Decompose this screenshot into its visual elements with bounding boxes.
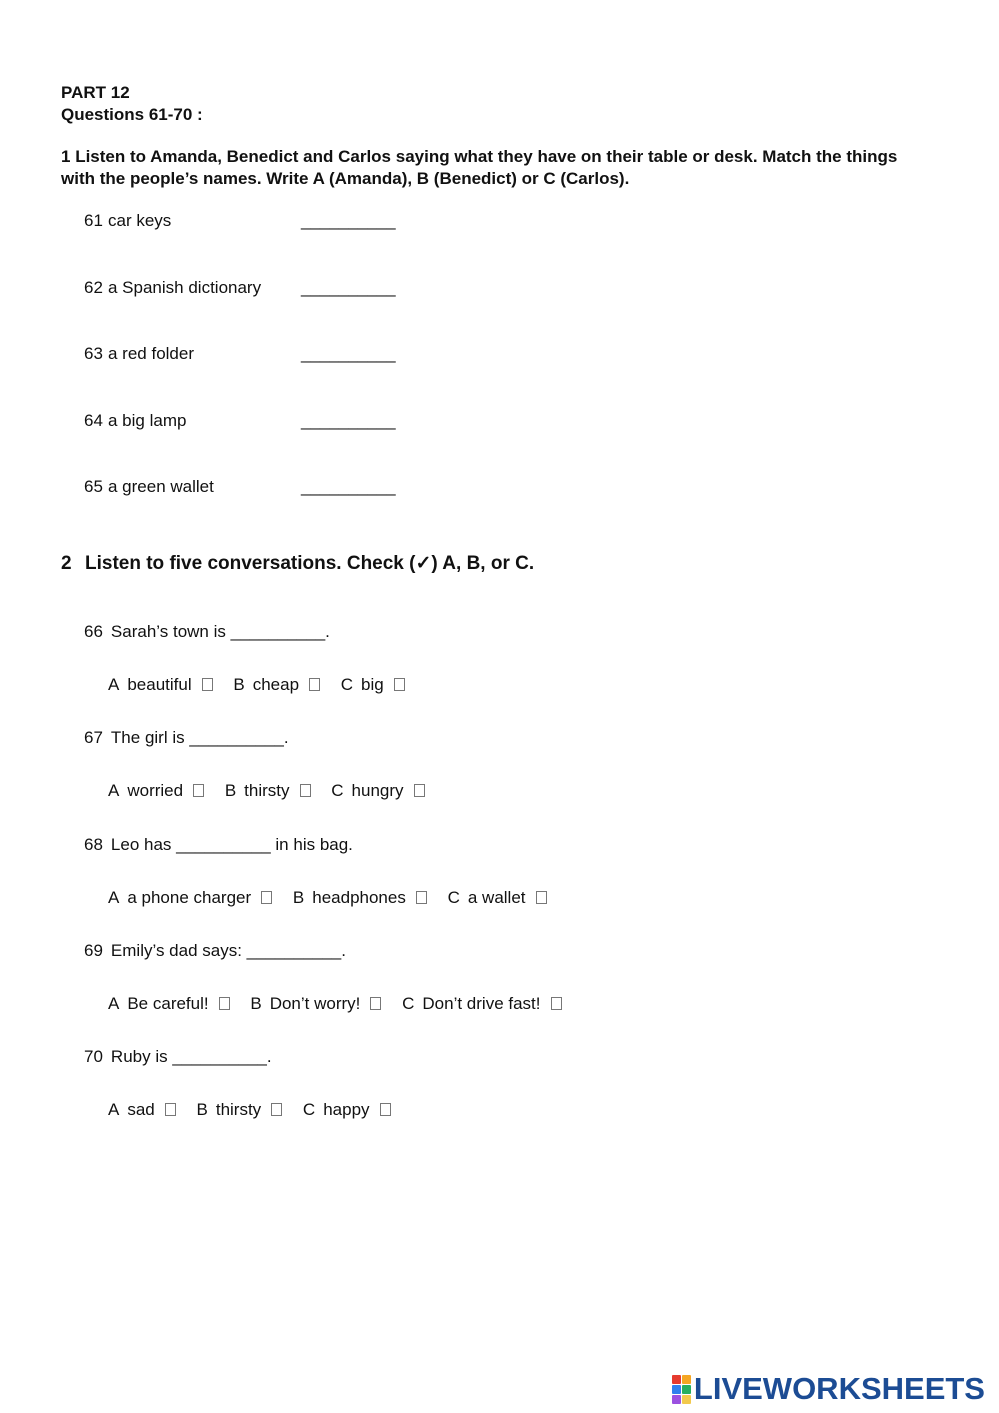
option-text: Don’t drive fast!	[422, 994, 541, 1013]
option-letter: B	[196, 1100, 208, 1119]
option-text: a phone charger	[127, 888, 252, 907]
option	[197, 1098, 283, 1122]
option-text: Be careful!	[127, 994, 209, 1013]
logo-block	[682, 1395, 691, 1404]
match-item-number: 65	[84, 477, 103, 496]
option-letter: A	[108, 994, 120, 1013]
option-checkbox[interactable]	[193, 784, 204, 797]
option-letter: B	[292, 888, 305, 907]
liveworksheets-logo[interactable]	[672, 1372, 985, 1406]
match-item	[84, 342, 396, 366]
logo-blocks-icon	[672, 1375, 691, 1404]
option	[402, 992, 561, 1016]
match-item-text: car keys	[108, 211, 172, 230]
option-checkbox[interactable]	[370, 997, 381, 1010]
question-text: Emily’s dad says: __________.	[110, 941, 346, 960]
option-text: hungry	[351, 781, 404, 800]
answer-blank[interactable]: __________	[301, 477, 396, 496]
match-item-number: 61	[84, 211, 103, 230]
answer-blank[interactable]: __________	[301, 211, 396, 230]
option-text: beautiful	[127, 675, 192, 694]
question	[84, 726, 289, 750]
section2-instruction	[61, 552, 534, 576]
match-item	[84, 475, 396, 499]
logo-text: LIVEWORKSHEETS	[693, 1371, 985, 1406]
option-checkbox[interactable]	[551, 997, 562, 1010]
option-letter: C	[447, 888, 460, 907]
question-text: The girl is __________.	[110, 728, 289, 747]
questions-heading: Questions 61-70 :	[61, 105, 203, 124]
match-item-number: 63	[84, 344, 103, 363]
option-text: thirsty	[215, 1100, 262, 1119]
option-letter: A	[108, 1100, 120, 1119]
question	[84, 620, 330, 644]
option-letter: A	[108, 888, 120, 907]
question-text: Leo has __________ in his bag.	[110, 835, 353, 854]
option-text: cheap	[252, 675, 300, 694]
option-row	[108, 779, 441, 803]
answer-blank[interactable]: __________	[301, 344, 396, 363]
match-item	[84, 276, 396, 300]
match-item-text: a green wallet	[108, 477, 214, 496]
option-checkbox[interactable]	[309, 678, 320, 691]
match-item-text: a red folder	[108, 344, 194, 363]
option-checkbox[interactable]	[271, 1103, 282, 1116]
option-row	[108, 1098, 407, 1122]
option	[108, 992, 230, 1016]
match-item-number: 64	[84, 411, 103, 430]
answer-blank[interactable]: __________	[301, 411, 396, 430]
option-checkbox[interactable]	[416, 891, 427, 904]
logo-block	[682, 1375, 691, 1384]
match-item	[84, 209, 396, 233]
option-letter: A	[108, 781, 120, 800]
option-letter: A	[108, 675, 120, 694]
question-number: 68	[84, 835, 103, 854]
question-text: Sarah’s town is __________.	[110, 622, 330, 641]
option-checkbox[interactable]	[380, 1103, 391, 1116]
option-letter: C	[402, 994, 415, 1013]
option-checkbox[interactable]	[219, 997, 230, 1010]
option	[250, 992, 381, 1016]
option-text: thirsty	[244, 781, 290, 800]
logo-block	[672, 1395, 681, 1404]
section1-instruction-text: Listen to Amanda, Benedict and Carlos saying what they have on their table or desk. Match the things with the people’s names. Write A (Amanda), B (Benedict) or C (Carlos).	[61, 147, 898, 188]
option	[108, 886, 272, 910]
section1-instruction	[61, 146, 931, 190]
section2-instruction-text: Listen to five conversations. Check (✓) A, B, or C.	[85, 553, 535, 574]
option-text: sad	[127, 1100, 155, 1119]
option	[108, 779, 204, 803]
option-text: headphones	[312, 888, 406, 907]
question-number: 69	[84, 941, 103, 960]
option-checkbox[interactable]	[261, 891, 272, 904]
option	[331, 779, 424, 803]
option-checkbox[interactable]	[165, 1103, 176, 1116]
question-number: 66	[84, 622, 103, 641]
option-checkbox[interactable]	[300, 784, 311, 797]
match-item-text: a Spanish dictionary	[108, 278, 262, 297]
option-text: happy	[323, 1100, 370, 1119]
option-letter: C	[331, 781, 344, 800]
option	[225, 779, 311, 803]
option-text: big	[361, 675, 384, 694]
question	[84, 1045, 272, 1069]
question-text: Ruby is __________.	[110, 1047, 272, 1066]
option-letter: C	[302, 1100, 316, 1119]
option	[341, 673, 405, 697]
option-checkbox[interactable]	[414, 784, 425, 797]
page-title	[61, 82, 203, 126]
option	[108, 1098, 176, 1122]
option-row	[108, 992, 578, 1016]
match-item-text: a big lamp	[108, 411, 187, 430]
option-letter: B	[224, 781, 237, 800]
section1-number: 1	[61, 147, 71, 166]
part-heading: PART 12	[61, 83, 130, 102]
logo-block	[682, 1385, 691, 1394]
logo-block	[672, 1385, 681, 1394]
option-checkbox[interactable]	[394, 678, 405, 691]
match-item-number: 62	[84, 278, 103, 297]
option	[448, 886, 547, 910]
match-item	[84, 409, 396, 433]
option-text: Don’t worry!	[269, 994, 361, 1013]
question	[84, 939, 346, 963]
option-row	[108, 886, 563, 910]
option-text: a wallet	[467, 888, 526, 907]
option	[303, 1098, 391, 1122]
option	[108, 673, 213, 697]
option	[233, 673, 320, 697]
option-checkbox[interactable]	[536, 891, 547, 904]
logo-block	[672, 1375, 681, 1384]
option-letter: C	[340, 675, 354, 694]
question-number: 67	[84, 728, 103, 747]
question-number: 70	[84, 1047, 103, 1066]
answer-blank[interactable]: __________	[301, 278, 396, 297]
option-letter: B	[250, 994, 262, 1013]
option-row	[108, 673, 421, 697]
question	[84, 833, 353, 857]
option-checkbox[interactable]	[202, 678, 213, 691]
option	[293, 886, 427, 910]
option-letter: B	[233, 675, 245, 694]
section2-number: 2	[61, 553, 72, 574]
option-text: worried	[127, 781, 184, 800]
